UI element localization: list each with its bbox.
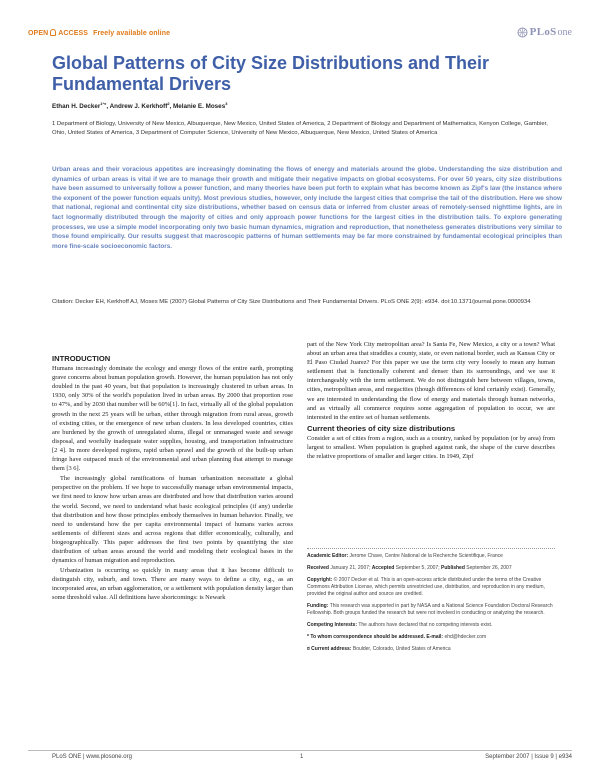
body-paragraph: Urbanization is occurring so quickly in many areas that it has become difficult to distinguish city, suburb, and town. There are many ways to define a city, e.g., as an incorporated area, an urban agglomeration, or a settlement with population density larger than some threshold value. All definitions have shortcomings: is Newark: [52, 567, 293, 602]
correspondence: * To whom correspondence should be addressed. E-mail: ehd@hdecker.com: [307, 634, 487, 640]
journal-logo-plos: PLoS: [529, 26, 557, 38]
funding-statement: Funding: This research was supported in part by NASA and a National Science Foundation Doctoral Research Fellowship. Both groups funded the research but were not involved in conducting or analyzing the research.: [307, 603, 553, 616]
author-name: Andrew J. Kerkhoff: [109, 103, 168, 111]
open-access-badge: [28, 29, 170, 37]
section-heading-introduction: INTRODUCTION: [52, 354, 111, 363]
citation-text: Decker EH, Kerkhoff AJ, Moses ME (2007) Global Patterns of City Size Distributions and Their Fundamental Drivers. PLoS ONE 2(9): e934. doi:10.1371/journal.pone.0000934: [75, 299, 531, 305]
metadata-divider: [307, 548, 555, 549]
journal-logo-one: one: [557, 27, 572, 38]
article-metadata: [307, 553, 555, 658]
author-list: Ethan H. Decker$^{1*¤}$, Andrew J. Kerkhoff$^2$, Melanie E. Moses$^3$: [52, 101, 228, 111]
page-number: 1: [300, 754, 304, 760]
current-address: ¤ Current address: Boulder, Colorado, United States of America: [307, 646, 451, 652]
section-heading-theories: Current theories of city size distributions: [307, 423, 456, 433]
academic-editor: Academic Editor: Jerome Chave, Centre National de la Recherche Scientifique, France: [307, 553, 503, 559]
article-dates: Received January 21, 2007; Accepted September 5, 2007; Published September 26, 2007: [307, 565, 512, 571]
open-access-label-a: OPEN: [28, 30, 49, 37]
journal-logo: [517, 26, 572, 38]
body-paragraph: The increasingly global ramifications of human urbanization necessitate a global perspective on the problem. If we hope to successfully manage urban environmental impacts, we first need to know how urban areas are distributed and how that distribution varies around the world. Second, we need to understand what basic ecological principles (if any) underlie that distribution and how those principles embody themselves in human behavior. Finally, we need to understand how the per capita environmental impact of humans varies across settlements of different sizes and across regions that differ economically, culturally, and biogeographically. This paper addresses the first two points by quantifying the size distribution of urban areas around the world and modeling their ecological bases in the dynamics of human migration and reproduction.: [52, 475, 293, 565]
copyright-notice: Copyright: © 2007 Decker et al. This is an open-access article distributed under the terms of the Creative Commons Attribution License, which permits unrestricted use, distribution, and reproduction in any medium, provided the original author and source are credited.: [307, 577, 545, 597]
body-paragraph: part of the New York City metropolitan area? Is Santa Fe, New Mexico, a city or a town? What about an urban area that straddles a county, state, or even national border, such as Kansas City or El Paso Ciudad Juarez? For this paper we use the term city very loosely to mean any human settlement that is functionally coherent and denser than its surroundings, and we use it interchangeably with the term settlement. We do not distinguish here between villages, towns, cities, metropolitan areas, and megacities (though differences of kind certainly exist). Generally, we are interested in understanding the flow of energy and materials through human networks, and as virtually all commerce requires some aggregation of population to occur, we are interested in the entire set of human settlements.: [307, 341, 555, 421]
open-lock-icon: [50, 29, 56, 36]
article-title: Global Patterns of City Size Distributions and Their Fundamental Drivers: [52, 53, 490, 94]
citation-label: Citation:: [52, 299, 74, 305]
body-column-left: [52, 354, 293, 604]
author-name: Melanie E. Moses: [173, 103, 226, 111]
plos-globe-icon: [517, 27, 528, 38]
author-affiliation-mark: 1*¤: [100, 101, 107, 106]
page-footer: [52, 754, 572, 764]
body-column-right: [307, 340, 555, 462]
footer-issue: September 2007 | Issue 9 | e934: [485, 754, 572, 760]
competing-interests: Competing Interests: The authors have declared that no competing interests exist.: [307, 622, 493, 628]
affiliations: 1 Department of Biology, University of New Mexico, Albuquerque, New Mexico, United States of America, 2 Department of Biology and Department of Mathematics, Kenyon College, Gambier, Ohio, United States of America, 3 Department of Computer Science, University of New Mexico, Albuquerque, New Mexico, United States of America: [52, 121, 548, 137]
freely-available-label: Freely available online: [93, 30, 171, 37]
citation: [52, 298, 562, 307]
body-paragraph: Humans increasingly dominate the ecology and energy flows of the entire earth, prompting grave concerns about human population growth. However, the human population has not only doubled in the past 40 years, but that population is increasingly clustered in urban areas. In 1930, only 30% of the world's population lived in urban areas. By 2000 that proportion rose to 47%, and by 2030 that number will be 60%[1]. In fact, virtually all of the global population growth in the next 25 years will be urban, either through migration from rural areas, growth of existing cities, or the emergence of new urban clusters. In less developed countries, cities are burdened by the growth of unregulated slums, illegal or unmanaged waste and sewage disposal, and woefully inadequate water supplies, housing, and transportation infrastructure [2 4]. In more developed regions, rapid urban sprawl and the growth of the built-up urban fringe have outpaced much of the environmental and urban planning that attempt to manage them [3 6].: [52, 365, 293, 473]
journal-header: [28, 28, 572, 42]
author-affiliation-mark: 2: [167, 101, 170, 106]
correspondence-email[interactable]: ehd@hdecker.com: [444, 634, 487, 640]
abstract: Urban areas and their voracious appetites are increasingly dominating the flows of energy and materials around the globe. Understanding the size distribution and dynamics of urban areas is vital if we are to manage their growth and mitigate their negative impacts on global ecosystems. For over 50 years, city size distributions have been assumed to universally follow a power function, and many theories have been put forth to explain what has become known as Zipf's law (the instance where the exponent of the power function equals unity). Most previous studies, however, only include the largest cities that comprise the tail of the distribution. Here we show that national, regional and continental city size distributions, whether based on census data or inferred from cluster areas of remotely-sensed nighttime lights, are in fact lognormally distributed through the majority of cities and only approach power functions for the largest cities in the distribution tails. To explore generating processes, we use a simple model incorporating only two basic human dynamics, migration and reproduction, that nonetheless generates distributions very similar to those found empirically. Our results suggest that macroscopic patterns of human settlements may be far more constrained by fundamental ecological principles than more fine-scale socioeconomic factors.: [52, 166, 562, 250]
footer-divider: [28, 750, 572, 751]
footer-journal: PLoS ONE | www.plosone.org: [52, 754, 132, 760]
author-affiliation-mark: 3: [225, 101, 228, 106]
open-access-label-b: ACCESS: [58, 30, 89, 37]
author-name: Ethan H. Decker: [52, 103, 101, 111]
body-paragraph: Consider a set of cities from a region, such as a country, ranked by population (or by area) from largest to smallest. When population is graphed against rank, the shape of the curve describes the relative proportions of smaller and larger cities. In 1949, Zipf: [307, 434, 555, 461]
